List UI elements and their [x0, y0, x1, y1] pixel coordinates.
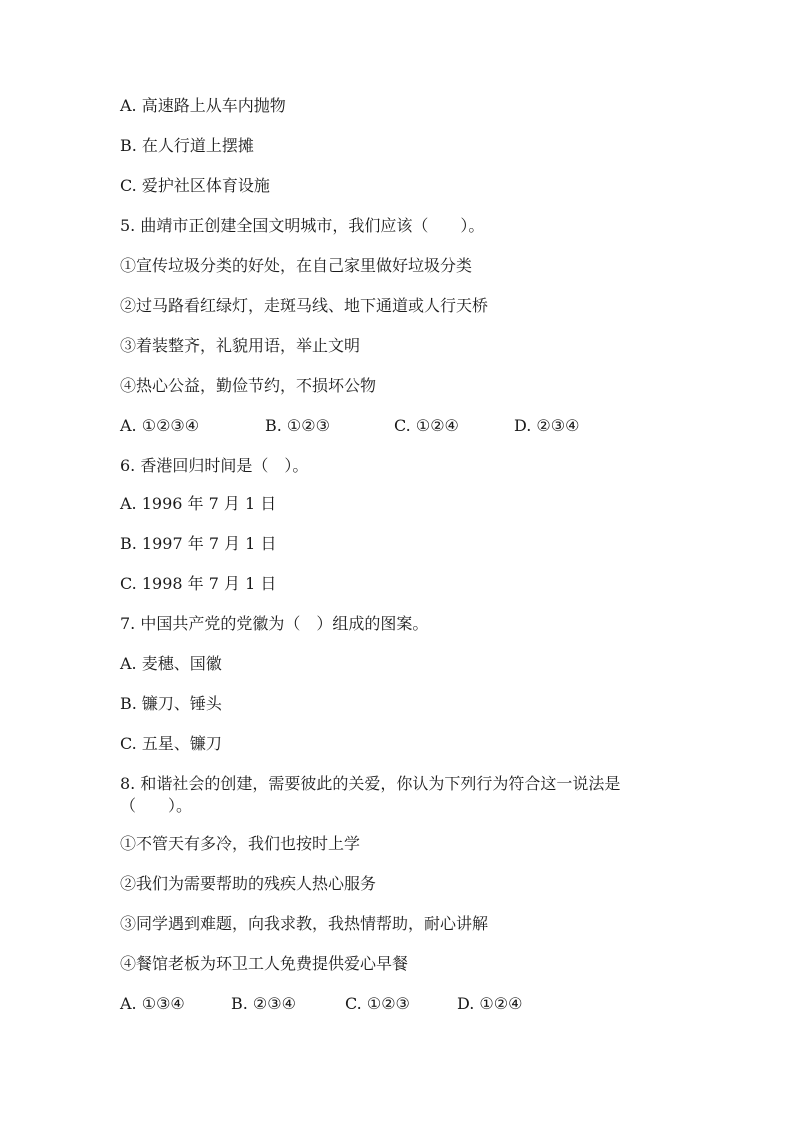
option-b: B. 在人行道上摆摊 — [120, 136, 254, 155]
q8-statement-1: ①不管天有多冷，我们也按时上学 — [120, 834, 361, 853]
q6-option-c: C. 1998 年 7 月 1 日 — [120, 574, 277, 593]
q5-statement-1: ①宣传垃圾分类的好处，在自己家里做好垃圾分类 — [120, 256, 473, 275]
option-c: C. 爱护社区体育设施 — [120, 176, 270, 195]
question-8-line-2: （ ）。 — [120, 796, 193, 815]
option-a: A. 高速路上从车内抛物 — [120, 96, 286, 115]
q6-option-b: B. 1997 年 7 月 1 日 — [120, 534, 277, 553]
question-6: 6. 香港回归时间是（ ）。 — [120, 456, 309, 475]
q7-option-a: A. 麦穗、国徽 — [120, 654, 222, 673]
question-5: 5. 曲靖市正创建全国文明城市，我们应该（ ）。 — [120, 216, 485, 235]
q5-statement-3: ③着装整齐，礼貌用语，举止文明 — [120, 336, 361, 355]
q6-option-a: A. 1996 年 7 月 1 日 — [120, 494, 277, 513]
q8-statement-2: ②我们为需要帮助的残疾人热心服务 — [120, 874, 377, 893]
q7-option-c: C. 五星、镰刀 — [120, 734, 222, 753]
q5-choice-d: D. ②③④ — [514, 416, 580, 435]
q5-statement-2: ②过马路看红绿灯，走斑马线、地下通道或人行天桥 — [120, 296, 489, 315]
q8-statement-3: ③同学遇到难题，向我求教，我热情帮助，耐心讲解 — [120, 914, 489, 933]
q8-choice-a: A. ①③④ — [120, 994, 185, 1013]
q5-choice-c: C. ①②④ — [394, 416, 459, 435]
q8-choice-d: D. ①②④ — [457, 994, 523, 1013]
q8-choice-c: C. ①②③ — [345, 994, 410, 1013]
q7-option-b: B. 镰刀、锤头 — [120, 694, 222, 713]
q5-choice-a: A. ①②③④ — [120, 416, 200, 435]
q5-statement-4: ④热心公益，勤俭节约，不损坏公物 — [120, 376, 377, 395]
q8-statement-4: ④餐馆老板为环卫工人免费提供爱心早餐 — [120, 954, 409, 973]
question-8-line-1: 8. 和谐社会的创建，需要彼此的关爱，你认为下列行为符合这一说法是 — [120, 774, 621, 793]
q5-choice-b: B. ①②③ — [265, 416, 330, 435]
q8-choice-b: B. ②③④ — [231, 994, 296, 1013]
question-7: 7. 中国共产党的党徽为（ ）组成的图案。 — [120, 614, 429, 633]
